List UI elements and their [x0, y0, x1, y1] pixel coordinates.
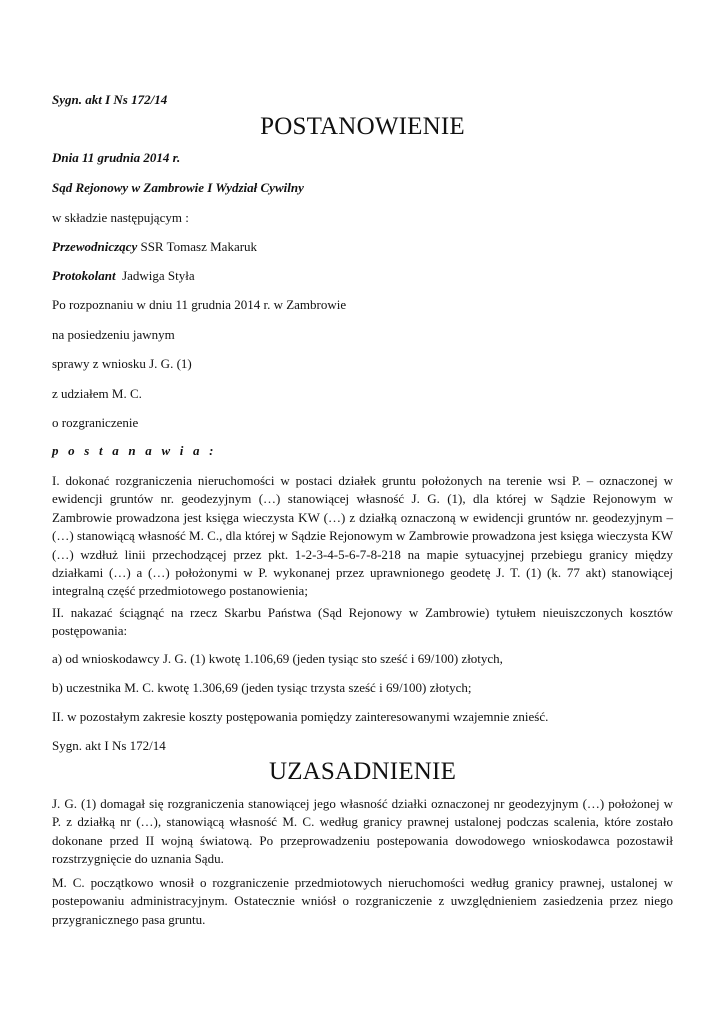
case-signature: Sygn. akt I Ns 172/14 [52, 92, 168, 107]
ruling-2b: b) uczestnika M. C. kwotę 1.306,69 (jeden tysiąc trzysta sześć i 69/100) złotych; [52, 680, 472, 695]
justification-paragraph-1: J. G. (1) domagał się rozgraniczenia stanowiącej jego własność działki oznaczonej nr geodezyjnym (…) położonej w P. z działką nr (…), stanowiącą własność M. C. według granicy prawnej ustalonej podczas scalenia, które zostało dokonane przed II wojną światową. Po przeprowadzeniu postepowania dowodowego wnioskodawca pozostawił rozstrzygnięcie do uznania Sądu. [52, 796, 673, 867]
justification-signature: Sygn. akt I Ns 172/14 [52, 738, 166, 753]
clerk-name: Jadwiga Styła [122, 268, 195, 283]
chair-label: Przewodniczący [52, 239, 138, 254]
decides-heading: p o s t a n a w i a : [52, 443, 217, 458]
ruling-1: I. dokonać rozgraniczenia nieruchomości w postaci działek gruntu położonych na terenie wsi P. – oznaczonej w ewidencji gruntów nr. geodezyjnym (…) stanowiącej własność J. G. (1), dla której w Sądzie Rejonowym w Zambrowie prowadzona jest księga wieczysta KW (…) z działką oznaczoną w ewidencji gruntów nr. geodezyjnym – (…) stanowiącą własność M. C., dla której w Sądzie Rejonowym w Zambrowie prowadzona jest księga wieczysta KW (…) wzdłuż linii przechodzącej przez pkt. 1-2-3-4-5-6-7-8-218 na mapie sytuacyjnej przebiegu granicy między działkami (…) a (…) położonymi w P. wykonanej przez uprawnionego geodetę J. T. (1) (k. 77 akt) stanowiącej integralną część przedmiotowego postanowienia; [52, 473, 673, 599]
session-type: na posiedzeniu jawnym [52, 327, 175, 342]
ruling-date: Dnia 11 grudnia 2014 r. [52, 150, 181, 165]
chair-line [52, 239, 257, 255]
clerk-label: Protokolant [52, 268, 116, 283]
case-subject: o rozgraniczenie [52, 415, 139, 430]
chair-name: SSR Tomasz Makaruk [140, 239, 258, 254]
clerk-line [52, 268, 195, 284]
ruling-3: II. w pozostałym zakresie koszty postępowania pomiędzy zainteresowanymi wzajemnie znieść. [52, 709, 549, 724]
justification-paragraph-2: M. C. początkowo wnosił o rozgraniczenie przedmiotowych nieruchomości według granicy prawnej, ustalonej w postepowaniu administracyjnym. Ostatecznie wniósł o rozgraniczenie z uwzględnieniem zasiedzenia przez niego przygranicznego pasa gruntu. [52, 875, 673, 927]
ruling-2: II. nakazać ściągnąć na rzecz Skarbu Państwa (Sąd Rejonowy w Zambrowie) tytułem nieuiszczonych kosztów postępowania: [52, 605, 673, 639]
hearing-info: Po rozpoznaniu w dniu 11 grudnia 2014 r. w Zambrowie [52, 297, 347, 312]
case-participant: z udziałem M. C. [52, 386, 142, 401]
ruling-2a: a) od wnioskodawcy J. G. (1) kwotę 1.106,69 (jeden tysiąc sto sześć i 69/100) złotych, [52, 651, 503, 666]
court-name: Sąd Rejonowy w Zambrowie I Wydział Cywilny [52, 180, 304, 195]
justification-title: UZASADNIENIE [268, 758, 457, 785]
composition-intro: w składzie następującym : [52, 210, 189, 225]
case-applicant: sprawy z wniosku J. G. (1) [52, 356, 192, 371]
document-title: POSTANOWIENIE [260, 113, 465, 140]
